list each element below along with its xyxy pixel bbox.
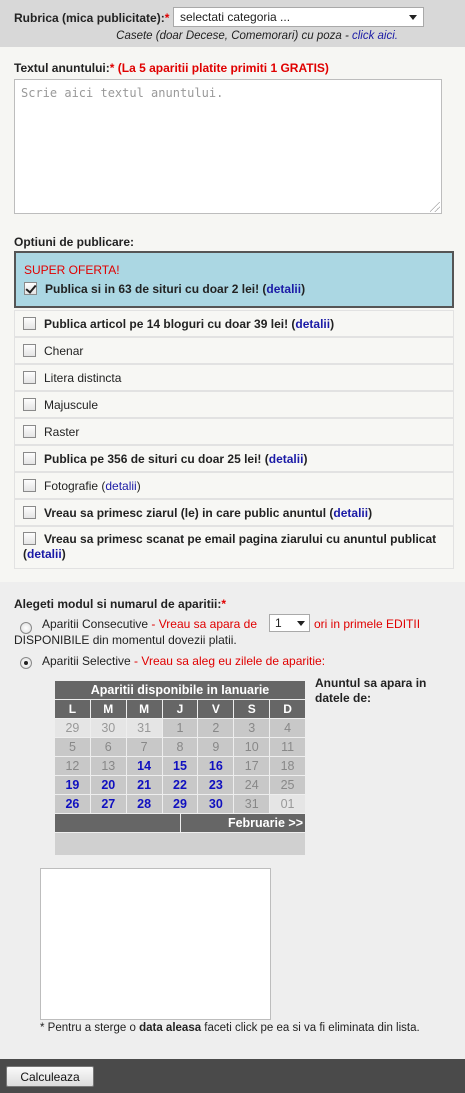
rubrica-band [0, 0, 465, 47]
super-oferta-box [14, 251, 454, 308]
calendar-day: 6 [91, 738, 126, 756]
calendar-footer [55, 814, 305, 832]
casete-click-link[interactable]: click aici. [351, 30, 398, 42]
calendar-weekday: D [270, 700, 305, 718]
casete-note: Casete (doar Decese, Comemorari) cu poza - click aici. [116, 30, 398, 42]
checkbox-icon[interactable] [23, 371, 36, 384]
calendar-day: 11 [270, 738, 305, 756]
calendar-next-month[interactable]: Februarie >> [180, 814, 305, 832]
calendar-day: 9 [198, 738, 233, 756]
anuntul-dates-label: Anuntul sa apara in datele de: [315, 676, 427, 705]
calendar-day-available[interactable]: 21 [127, 776, 162, 794]
sterge-note: * Pentru a sterge o data aleasa faceti click pe ea si va fi eliminata din lista. [40, 1022, 420, 1034]
calendar-day-available[interactable]: 19 [55, 776, 90, 794]
calendar-day-available[interactable]: 20 [91, 776, 126, 794]
ad-text-input[interactable] [14, 79, 442, 214]
calendar-weekday: M [91, 700, 126, 718]
calculeaza-button[interactable]: Calculeaza [6, 1066, 94, 1087]
option-raster[interactable]: Raster [14, 418, 454, 445]
bloguri-details-link[interactable]: detalii [295, 317, 331, 331]
situri-details-link[interactable]: detalii [268, 452, 304, 466]
calendar-footer-spacer [55, 814, 180, 832]
calendar-title: Aparitii disponibile in Ianuarie [55, 681, 305, 699]
calendar-day: 5 [55, 738, 90, 756]
calendar-day-available[interactable]: 27 [91, 795, 126, 813]
calendar-day: 3 [234, 719, 269, 737]
calendar-day: 2 [198, 719, 233, 737]
ziarul-details-link[interactable]: detalii [333, 506, 369, 520]
calendar-weekday: J [163, 700, 198, 718]
calendar-weekday: S [234, 700, 269, 718]
selective-text: Aparitii Selective - Vreau sa aleg eu zilele de aparitie: [42, 654, 326, 668]
checkbox-icon[interactable] [23, 506, 36, 519]
super-oferta-option[interactable]: Publica si in 63 de situri cu doar 2 lei! (detalii) [24, 282, 305, 296]
rubrica-select-value: selectati categoria ... [180, 10, 291, 24]
calendar-day: 31 [127, 719, 162, 737]
checkbox-checked-icon[interactable] [24, 282, 37, 295]
option-fotografie[interactable]: Fotografie (detalii) [14, 472, 454, 499]
super-oferta-title: SUPER OFERTA! [24, 263, 120, 277]
calendar-day: 12 [55, 757, 90, 775]
calendar-day: 17 [234, 757, 269, 775]
calendar-day: 13 [91, 757, 126, 775]
consecutive-count-value: 1 [275, 616, 282, 630]
checkbox-icon[interactable] [23, 452, 36, 465]
checkbox-icon[interactable] [23, 317, 36, 330]
radio-selective[interactable] [20, 657, 32, 669]
calendar-day: 1 [163, 719, 198, 737]
option-litera-distincta[interactable]: Litera distincta [14, 364, 454, 391]
chevron-down-icon [297, 621, 305, 626]
calendar-weekday: M [127, 700, 162, 718]
selected-dates-list[interactable] [40, 868, 271, 1020]
calendar-day: 31 [234, 795, 269, 813]
option-primesc-ziarul[interactable]: Vreau sa primesc ziarul (le) in care public anuntul (detalii) [14, 499, 454, 526]
calendar-grid [55, 700, 305, 813]
calendar-day: 25 [270, 776, 305, 794]
rubrica-select[interactable] [173, 7, 424, 27]
option-chenar[interactable]: Chenar [14, 337, 454, 364]
optiuni-label: Optiuni de publicare: [14, 235, 135, 249]
consecutive-text-line2: DISPONIBILE din momentul dovezii platii. [14, 633, 237, 647]
bottom-bar [0, 1059, 465, 1093]
calendar-day-available[interactable]: 15 [163, 757, 198, 775]
calendar-day: 10 [234, 738, 269, 756]
calendar-weekday: L [55, 700, 90, 718]
textul-label: Textul anuntului:* (La 5 aparitii platite primiti 1 GRATIS) [14, 61, 329, 75]
consecutive-text: Aparitii Consecutive - Vreau sa apara de [42, 617, 258, 631]
alegeti-label: Alegeti modul si numarul de aparitii:* [14, 597, 227, 611]
calendar-day: 4 [270, 719, 305, 737]
calendar-day: 7 [127, 738, 162, 756]
super-details-link[interactable]: detalii [266, 282, 302, 296]
calendar-day-available[interactable]: 14 [127, 757, 162, 775]
fotografie-details-link[interactable]: detalii [105, 479, 137, 493]
rubrica-label: Rubrica (mica publicitate):* [14, 11, 170, 25]
chevron-down-icon [409, 15, 417, 20]
consecutive-count-select[interactable] [269, 614, 310, 632]
calendar-day: 30 [91, 719, 126, 737]
calendar-day: 18 [270, 757, 305, 775]
calendar-day: 8 [163, 738, 198, 756]
calendar-day-available[interactable]: 30 [198, 795, 233, 813]
calendar-day-available[interactable]: 22 [163, 776, 198, 794]
calendar-day-available[interactable]: 26 [55, 795, 90, 813]
option-bloguri[interactable]: Publica articol pe 14 bloguri cu doar 39 lei! (detalii) [14, 310, 454, 337]
scanat-details-link[interactable]: detalii [27, 547, 62, 561]
option-situri-356[interactable]: Publica pe 356 de situri cu doar 25 lei! (detalii) [14, 445, 454, 472]
checkbox-icon[interactable] [23, 479, 36, 492]
checkbox-icon[interactable] [23, 344, 36, 357]
checkbox-icon[interactable] [23, 425, 36, 438]
option-scanat-email[interactable]: Vreau sa primesc scanat pe email pagina ziarului cu anuntul publicat (detalii) [14, 526, 454, 569]
consecutive-text-after: ori in primele EDITII [314, 617, 421, 631]
calendar-day-available[interactable]: 16 [198, 757, 233, 775]
calendar-day-available[interactable]: 28 [127, 795, 162, 813]
calendar-day: 01 [270, 795, 305, 813]
calendar-bottom [55, 833, 305, 855]
calendar-weekday: V [198, 700, 233, 718]
checkbox-icon[interactable] [23, 398, 36, 411]
calendar-day-available[interactable]: 23 [198, 776, 233, 794]
checkbox-icon[interactable] [23, 532, 36, 545]
resize-grip-icon[interactable] [430, 202, 440, 212]
calendar-day: 24 [234, 776, 269, 794]
calendar-day: 29 [55, 719, 90, 737]
option-majuscule[interactable]: Majuscule [14, 391, 454, 418]
calendar-day-available[interactable]: 29 [163, 795, 198, 813]
calendar [55, 681, 305, 855]
